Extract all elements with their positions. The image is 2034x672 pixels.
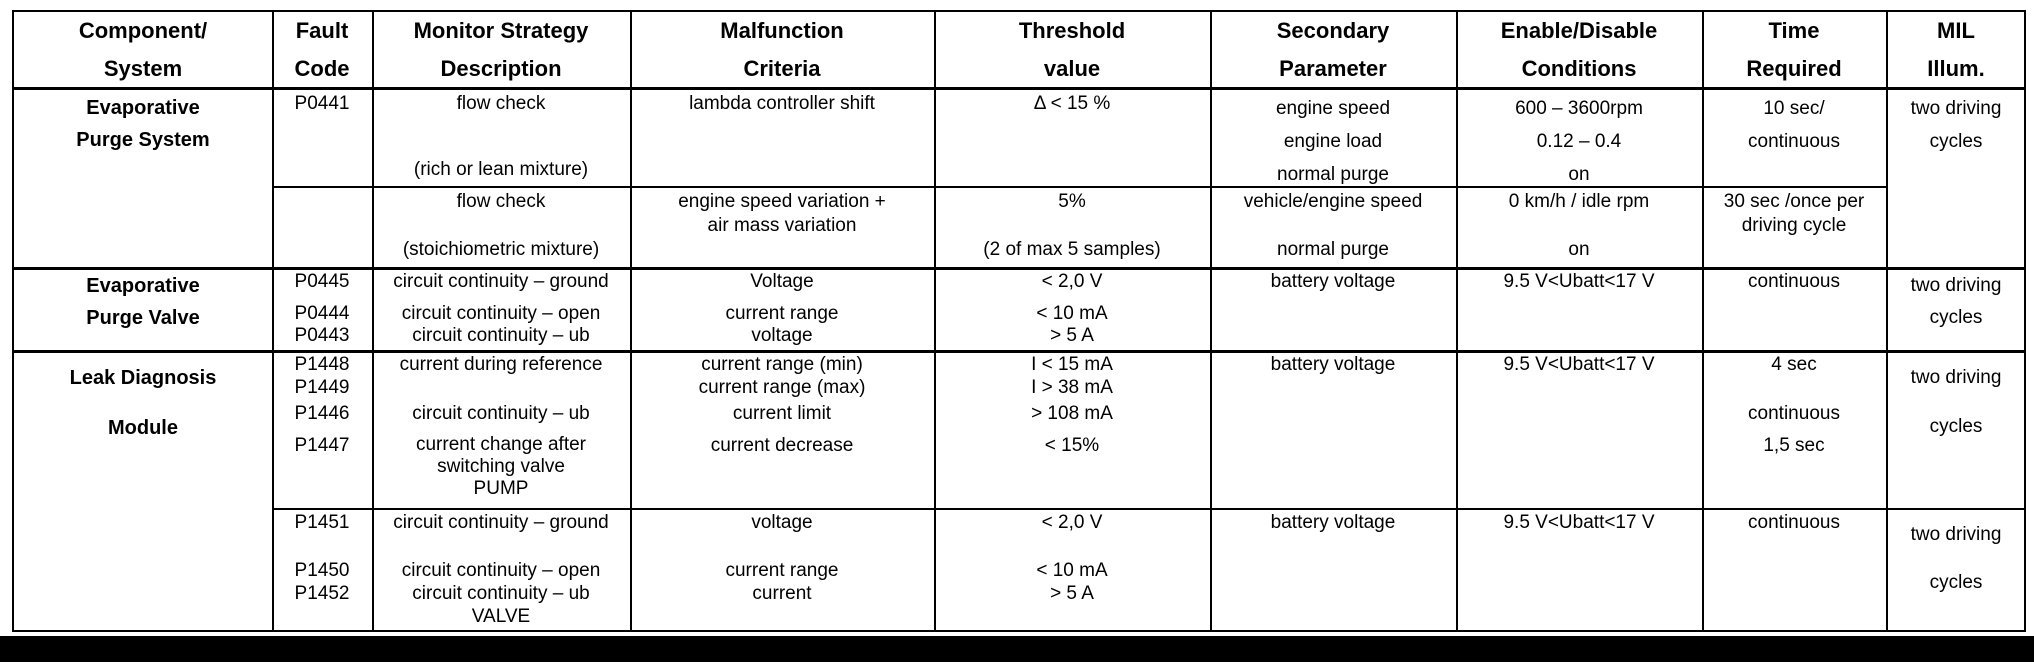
fault-code: P1446 [294, 403, 350, 424]
enable-conditions: on [1568, 239, 1590, 260]
enable-conditions: 9.5 V<Ubatt<17 V [1503, 512, 1655, 533]
header-threshold: Threshold value [1018, 18, 1126, 81]
monitor-desc: circuit continuity – ub [412, 325, 590, 346]
monitor-desc: circuit continuity – ub [412, 403, 590, 424]
mil-illumination: two driving cycles [1910, 275, 2002, 328]
header-mil: MIL Illum. [1927, 18, 1985, 81]
secondary-parameter: vehicle/engine speed [1243, 191, 1423, 212]
time-required: 4 sec [1771, 354, 1817, 375]
header-monitor-strategy: Monitor Strategy Description [413, 18, 589, 81]
header-enable-conditions: Enable/Disable Conditions [1500, 18, 1658, 81]
malfunction-criteria: current range [725, 303, 839, 324]
malfunction-criteria: lambda controller shift [689, 93, 875, 114]
monitor-desc: circuit continuity – open [401, 303, 601, 324]
threshold-value: (2 of max 5 samples) [983, 239, 1161, 260]
malfunction-criteria: voltage [751, 512, 813, 533]
malfunction-criteria: current range (min) current range (max) [698, 354, 866, 398]
mil-illumination: two driving cycles [1910, 367, 2002, 437]
footer-bar [0, 636, 2034, 662]
fault-code: P0443 [294, 325, 350, 346]
fault-code: P1448 P1449 [294, 354, 350, 398]
monitor-desc: circuit continuity – ground [393, 512, 609, 533]
threshold-value: < 2,0 V [1041, 271, 1103, 292]
threshold-value: I < 15 mA I > 38 mA [1031, 354, 1113, 398]
monitor-desc: (stoichiometric mixture) [402, 239, 600, 260]
enable-conditions: 600 – 3600rpm 0.12 – 0.4 on [1515, 98, 1643, 185]
fault-code: P0445 [294, 271, 350, 292]
threshold-value: > 108 mA [1031, 403, 1113, 424]
table-header [14, 12, 2024, 90]
secondary-parameter: battery voltage [1270, 354, 1396, 375]
time-required: continuous [1748, 271, 1840, 292]
secondary-parameter: normal purge [1277, 239, 1389, 260]
component-ldm: Leak Diagnosis Module [69, 367, 217, 439]
header-time-required: Time Required [1746, 18, 1842, 81]
threshold-value: 5% [1058, 191, 1086, 212]
monitor-desc: circuit continuity – open circuit continuity – ub VALVE [401, 560, 601, 627]
malfunction-criteria: voltage [751, 325, 813, 346]
time-required: continuous [1748, 403, 1840, 424]
time-required: 10 sec/ continuous [1748, 98, 1840, 152]
monitor-desc: current during reference [399, 354, 603, 375]
fault-code: P1447 [294, 435, 350, 456]
row-divider [272, 508, 2024, 510]
malfunction-criteria: engine speed variation + air mass variation [678, 191, 886, 236]
mil-illumination: two driving cycles [1910, 98, 2002, 152]
threshold-value: < 2,0 V [1041, 512, 1103, 533]
malfunction-criteria: current range current [725, 560, 839, 604]
enable-conditions: 9.5 V<Ubatt<17 V [1503, 271, 1655, 292]
time-required: continuous [1748, 512, 1840, 533]
monitor-desc: flow check [456, 191, 546, 212]
monitor-desc: (rich or lean mixture) [413, 159, 589, 180]
header-component: Component/ System [78, 18, 208, 81]
malfunction-criteria: current limit [732, 403, 832, 424]
monitor-desc: current change after switching valve PUMP [415, 434, 587, 499]
malfunction-criteria: Voltage [750, 271, 814, 292]
enable-conditions: 0 km/h / idle rpm [1508, 191, 1650, 212]
fault-code: P0444 [294, 303, 350, 324]
threshold-value: < 10 mA [1036, 303, 1108, 324]
malfunction-criteria: current decrease [710, 435, 854, 456]
monitor-desc: circuit continuity – ground [393, 271, 609, 292]
component-evap-system: Evaporative Purge System [76, 97, 210, 151]
threshold-value: > 5 A [1050, 325, 1094, 346]
fault-code: P0441 [294, 93, 350, 114]
time-required: 1,5 sec [1763, 435, 1825, 456]
mil-illumination: two driving cycles [1910, 524, 2002, 593]
secondary-parameter: engine speed engine load normal purge [1275, 98, 1391, 185]
secondary-parameter: battery voltage [1270, 271, 1396, 292]
fault-code: P1451 [294, 512, 350, 533]
threshold-value: Δ < 15 % [1033, 93, 1111, 114]
diagnostic-monitor-table [12, 10, 2026, 632]
component-evap-valve: Evaporative Purge Valve [86, 275, 200, 329]
header-malfunction-criteria: Malfunction Criteria [720, 18, 844, 81]
monitor-desc: flow check [456, 93, 546, 114]
threshold-value: < 10 mA > 5 A [1036, 560, 1108, 604]
time-required: 30 sec /once per driving cycle [1723, 191, 1865, 236]
enable-conditions: 9.5 V<Ubatt<17 V [1503, 354, 1655, 375]
fault-code: P1450 P1452 [294, 560, 350, 604]
secondary-parameter: battery voltage [1270, 512, 1396, 533]
header-fault-code: Fault Code [294, 18, 350, 81]
header-secondary-parameter: Secondary Parameter [1276, 18, 1390, 81]
threshold-value: < 15% [1044, 435, 1100, 456]
